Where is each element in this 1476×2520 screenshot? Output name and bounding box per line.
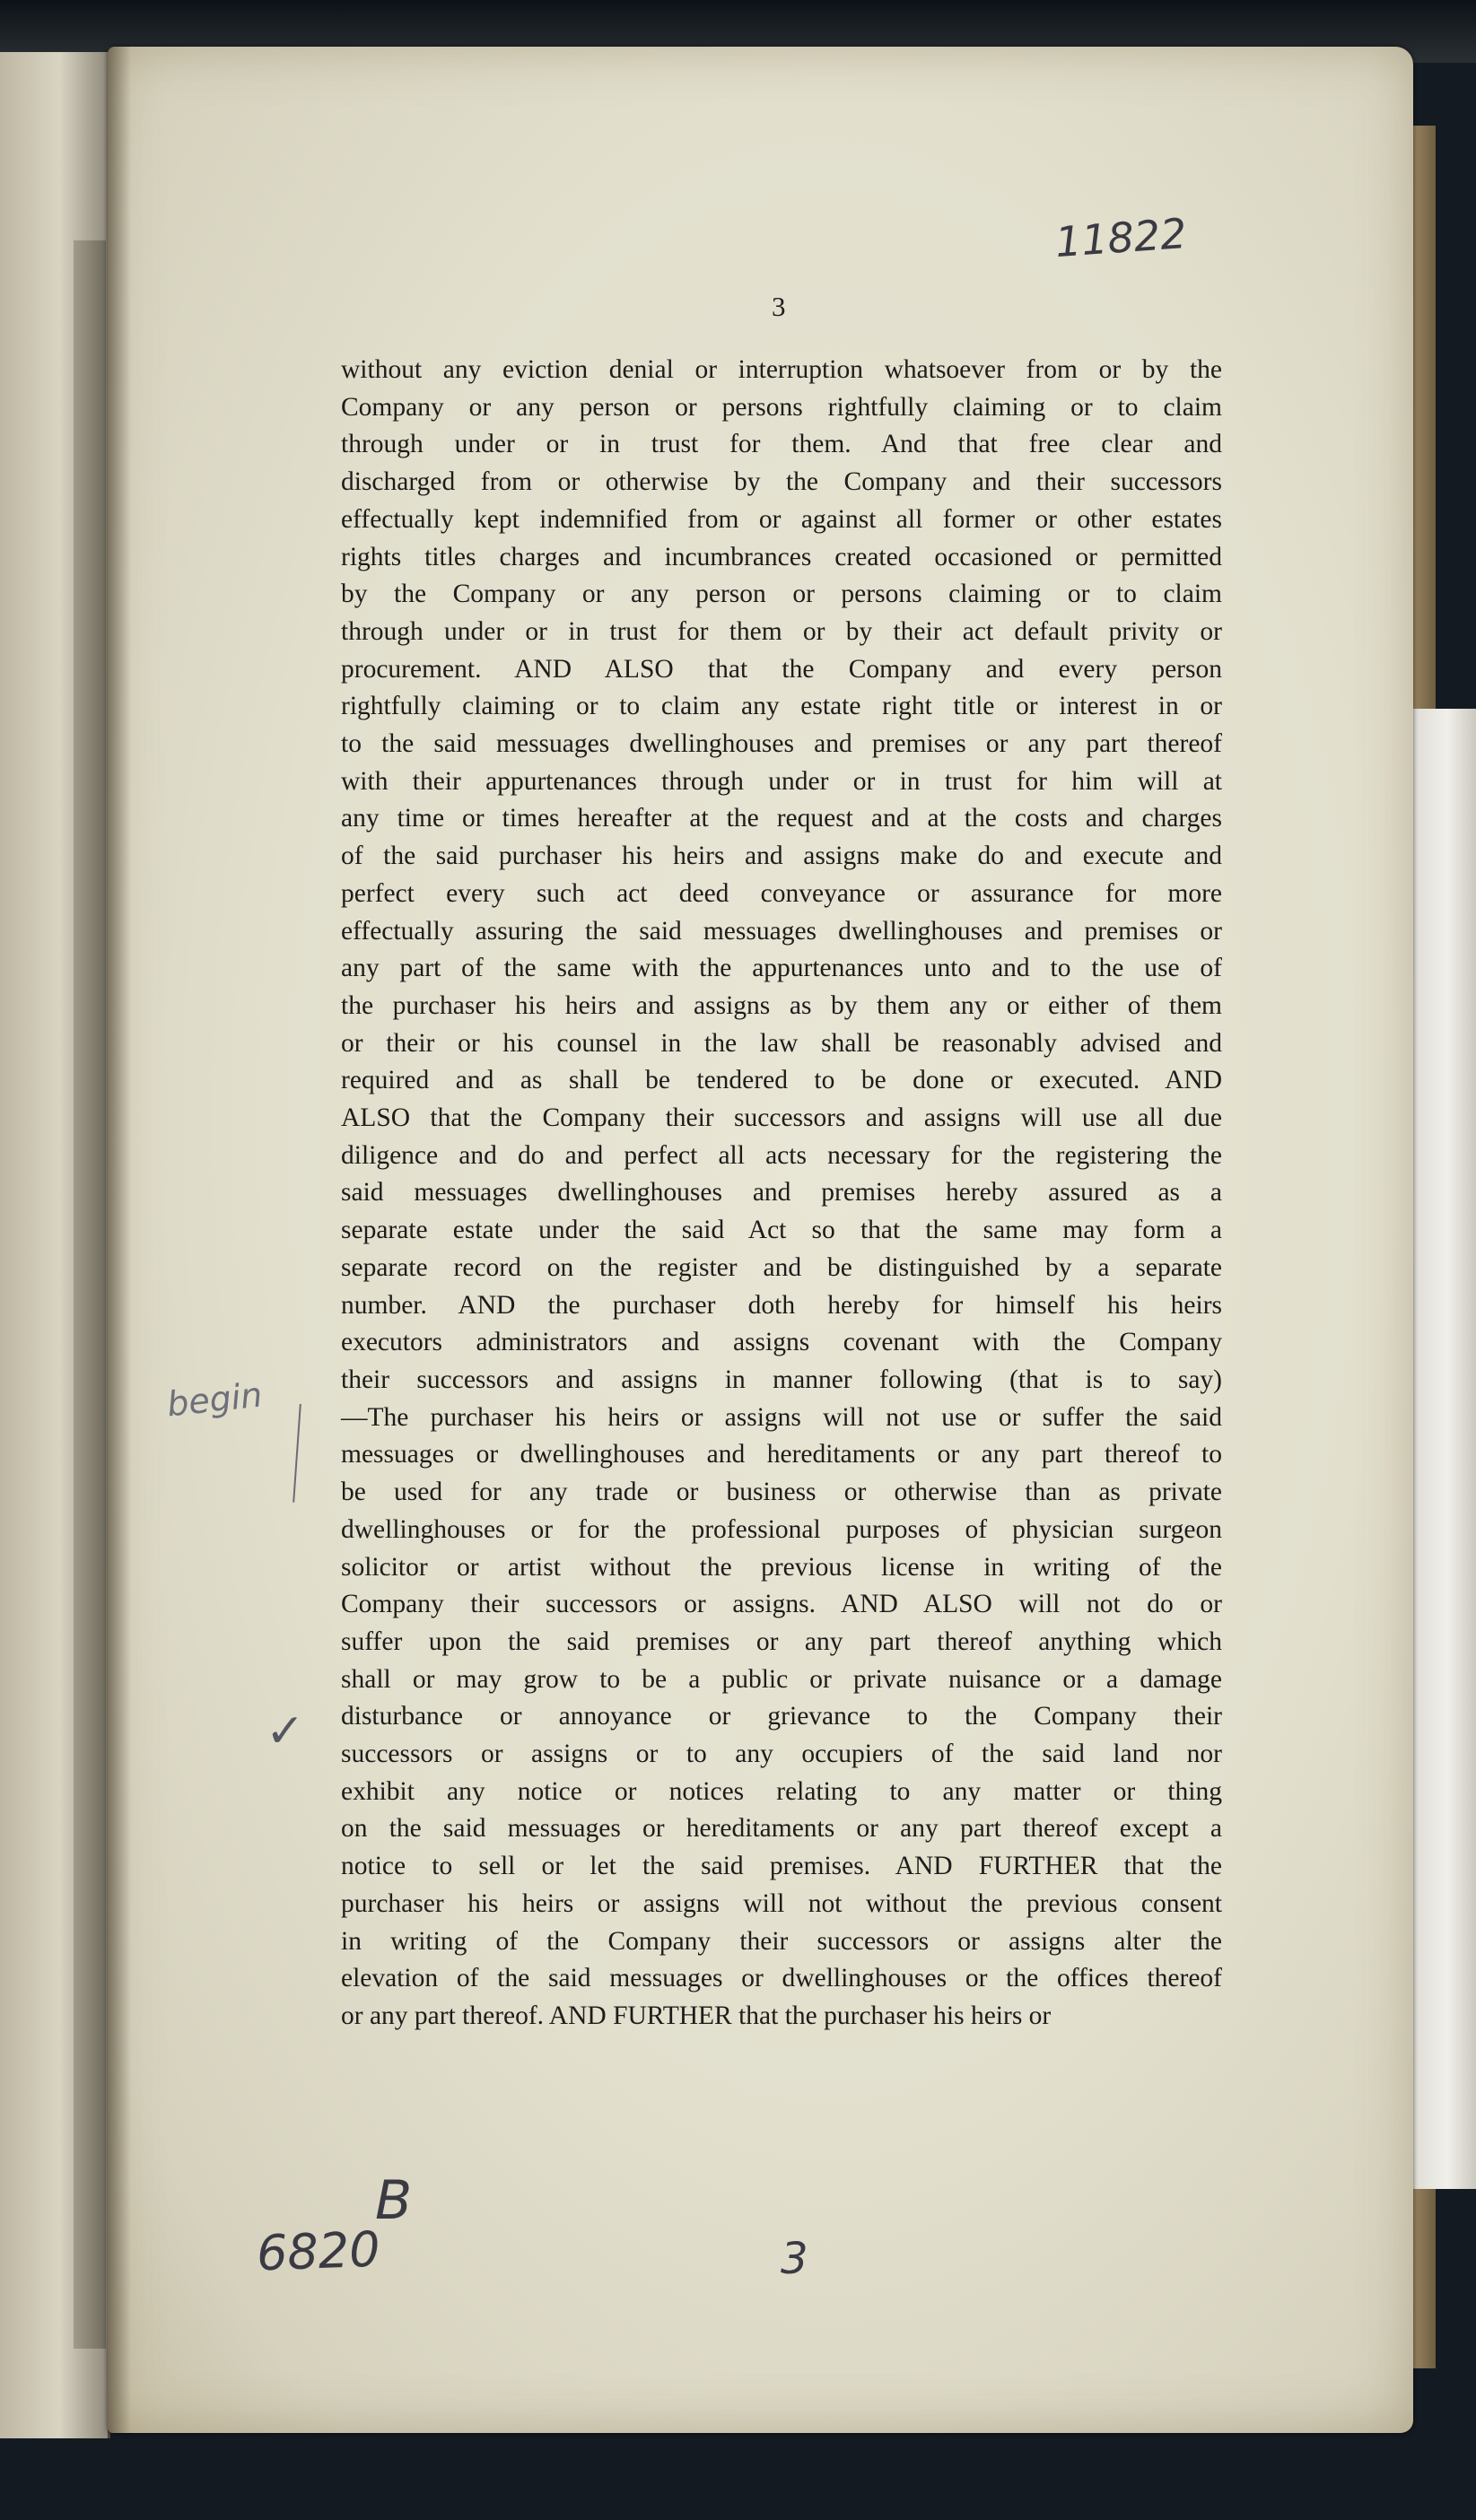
- text-line: through under or in trust for them or by their act default privity or: [341, 616, 1222, 646]
- text-line: to the said messuages dwellinghouses and premises or any part thereof: [341, 729, 1222, 759]
- text-line: Company their successors or assigns. AND ALSO will not do or: [341, 1590, 1222, 1619]
- text-line: successors or assigns or to any occupiers of the said land nor: [341, 1740, 1222, 1769]
- text-line: solicitor or artist without the previous license in writing of the: [341, 1552, 1222, 1582]
- facing-page-shadow: [74, 240, 106, 2349]
- text-line: in writing of the Company their successors or assigns alter the: [341, 1926, 1222, 1956]
- text-line: suffer upon the said premises or any part thereof anything which: [341, 1626, 1222, 1656]
- page-number: 3: [772, 291, 786, 322]
- text-line: ALSO that the Company their successors and assigns will use all due: [341, 1103, 1222, 1133]
- text-line: messuages or dwellinghouses and hereditaments or any part thereof to: [341, 1440, 1222, 1469]
- text-line: of the said purchaser his heirs and assigns make do and execute and: [341, 841, 1222, 871]
- handwritten-letter: B: [375, 2169, 413, 2232]
- text-line: their successors and assigns in manner following (that is to say): [341, 1365, 1222, 1394]
- text-line: through under or in trust for them. And that free clear and: [341, 430, 1222, 459]
- text-line: or any part thereof. AND FURTHER that the purchaser his heirs or: [341, 2001, 1052, 2030]
- text-line: purchaser his heirs or assigns will not without the previous consent: [341, 1888, 1222, 1918]
- text-line: procurement. AND ALSO that the Company and every person: [341, 654, 1222, 684]
- handwritten-reference-number: 11822: [1053, 208, 1189, 267]
- handwritten-folio-number: 6820: [255, 2220, 381, 2282]
- text-line: rights titles charges and incumbrances created occasioned or permitted: [341, 542, 1222, 571]
- text-line: separate record on the register and be distinguished by a separate: [341, 1252, 1222, 1282]
- text-line: diligence and do and perfect all acts necessary for the registering the: [341, 1140, 1222, 1170]
- text-line: —The purchaser his heirs or assigns will not use or suffer the said: [341, 1402, 1222, 1432]
- margin-note: begin: [164, 1374, 265, 1425]
- text-line: or their or his counsel in the law shall be reasonably advised and: [341, 1028, 1222, 1058]
- gutter-shadow: [108, 47, 131, 2433]
- text-line: exhibit any notice or notices relating to any matter or thing: [341, 1776, 1222, 1806]
- text-line: executors administrators and assigns covenant with the Company: [341, 1328, 1222, 1357]
- facing-page-edge: [0, 52, 110, 2438]
- text-line: any part of the same with the appurtenances unto and to the use of: [341, 954, 1222, 983]
- text-line: effectually assuring the said messuages dwellinghouses and premises or: [341, 916, 1222, 946]
- text-line: separate estate under the said Act so that the same may form a: [341, 1216, 1222, 1245]
- text-line: discharged from or otherwise by the Company and their successors: [341, 467, 1222, 497]
- text-line: required and as shall be tendered to be done or executed. AND: [341, 1066, 1222, 1095]
- text-line: be used for any trade or business or otherwise than as private: [341, 1478, 1222, 1507]
- text-line: dwellinghouses or for the professional purposes of physician surgeon: [341, 1514, 1222, 1544]
- text-line: on the said messuages or hereditaments or any part thereof except a: [341, 1814, 1222, 1844]
- text-line: rightfully claiming or to claim any estate right title or interest in or: [341, 692, 1222, 721]
- document-body-text: [341, 352, 1222, 2036]
- text-line: without any eviction denial or interruption whatsoever from or by the: [341, 355, 1222, 384]
- text-line: the purchaser his heirs and assigns as by them any or either of them: [341, 990, 1222, 1020]
- text-line: any time or times hereafter at the request and at the costs and charges: [341, 804, 1222, 833]
- text-line: shall or may grow to be a public or private nuisance or a damage: [341, 1664, 1222, 1694]
- text-line: elevation of the said messuages or dwellinghouses or the offices thereof: [341, 1964, 1222, 1993]
- text-line: said messuages dwellinghouses and premises hereby assured as a: [341, 1178, 1222, 1208]
- handwritten-page-mark: 3: [781, 2234, 808, 2284]
- text-line: notice to sell or let the said premises. AND FURTHER that the: [341, 1852, 1222, 1881]
- text-line: with their appurtenances through under or in trust for him will at: [341, 766, 1222, 796]
- tick-mark-icon: ✓: [266, 1705, 305, 1758]
- text-line: disturbance or annoyance or grievance to the Company their: [341, 1702, 1222, 1731]
- text-line: Company or any person or persons rightfully claiming or to claim: [341, 392, 1222, 422]
- text-line: perfect every such act deed conveyance or assurance for more: [341, 878, 1222, 908]
- text-line: effectually kept indemnified from or against all former or other estates: [341, 504, 1222, 534]
- text-line: number. AND the purchaser doth hereby for himself his heirs: [341, 1290, 1222, 1320]
- text-line: by the Company or any person or persons claiming or to claim: [341, 580, 1222, 609]
